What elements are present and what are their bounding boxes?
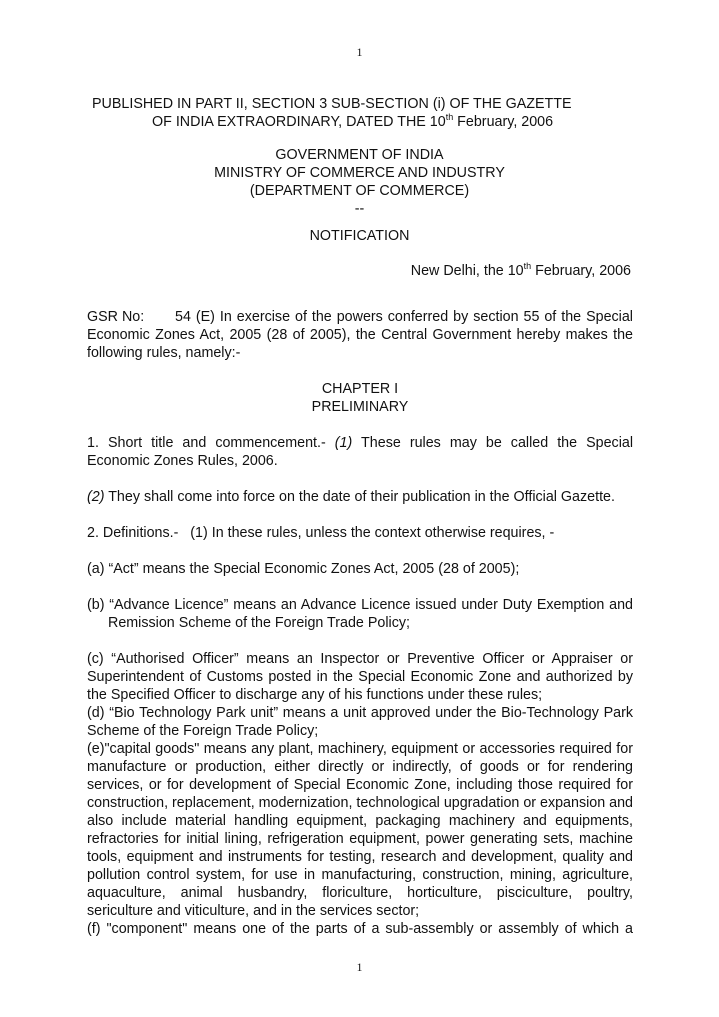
chapter-number: CHAPTER I <box>321 381 399 397</box>
dateline: New Delhi, the 10th February, 2006 <box>410 261 631 279</box>
definition-a: (a) “Act” means the Special Economic Zones Act, 2005 (28 of 2005); <box>87 561 520 577</box>
rule-1-sub-2: (2) They shall come into force on the date of their publication in the Official Gazette. <box>87 489 615 505</box>
definition-b: (b) “Advance Licence” means an Advance Licence issued under Duty Exemption and Remission Scheme of the Foreign Trade Policy; <box>87 597 633 631</box>
rule-1-sub-1: 1. Short title and commencement.- (1) These rules may be called the Special Economic Zones Rules, 2006. <box>87 435 633 469</box>
definition-d: (d) “Bio Technology Park unit” means a unit approved under the Bio-Technology Park Scheme of the Foreign Trade Policy; <box>87 705 633 739</box>
gazette-header-line1: PUBLISHED IN PART II, SECTION 3 SUB-SECTION (i) OF THE GAZETTE <box>92 96 572 112</box>
page-number-top: 1 <box>356 45 363 59</box>
gazette-header <box>92 95 572 131</box>
notification-title: NOTIFICATION <box>309 228 410 244</box>
government-line: GOVERNMENT OF INDIA <box>275 147 444 163</box>
chapter-title: PRELIMINARY <box>311 399 409 415</box>
department-line: (DEPARTMENT OF COMMERCE) <box>249 183 470 199</box>
page-number-bottom: 1 <box>356 960 363 974</box>
separator-dashes: -- <box>354 201 365 217</box>
gsr-label: GSR No: <box>87 309 145 325</box>
government-block <box>0 146 719 218</box>
gazette-header-line2: OF INDIA EXTRAORDINARY, DATED THE 10th February, 2006 <box>152 112 554 130</box>
rule-2-heading: 2. Definitions.- (1) In these rules, unless the context otherwise requires, - <box>87 525 555 541</box>
definition-f: (f) "component" means one of the parts of a sub-assembly or assembly of which a <box>87 921 633 937</box>
gsr-text: 54 (E) In exercise of the powers conferred by section 55 of the Special Economic Zones Act, 2005 (28 of 2005), the Central Government hereby makes the following rules, namely:- <box>87 309 633 361</box>
document-body <box>87 308 633 938</box>
definition-c: (c) “Authorised Officer” means an Inspector or Preventive Officer or Appraiser or Superintendent of Customs posted in the Special Economic Zone and authorized by the Specified Officer to discharge any of his functions under these rules; <box>87 651 633 703</box>
gsr-paragraph <box>87 308 633 362</box>
definition-e: (e)"capital goods" means any plant, machinery, equipment or accessories required for manufacture or production, either directly or indirectly, of goods or for rendering services, or for development of Special Economic Zone, including those required for construction, replacement, modernization, technological upgradation or expansion and also include material handling equipment, packaging machinery and equipments, refractories for initial lining, refrigeration equipment, power generating sets, machine tools, equipment and instruments for testing, research and development, quality and pollution control system, for use in manufacturing, construction, mining, agriculture, aquaculture, animal husbandry, floriculture, horticulture, pisciculture, poultry, sericulture and viticulture, and in the services sector; <box>87 741 634 919</box>
ministry-line: MINISTRY OF COMMERCE AND INDUSTRY <box>214 165 505 181</box>
